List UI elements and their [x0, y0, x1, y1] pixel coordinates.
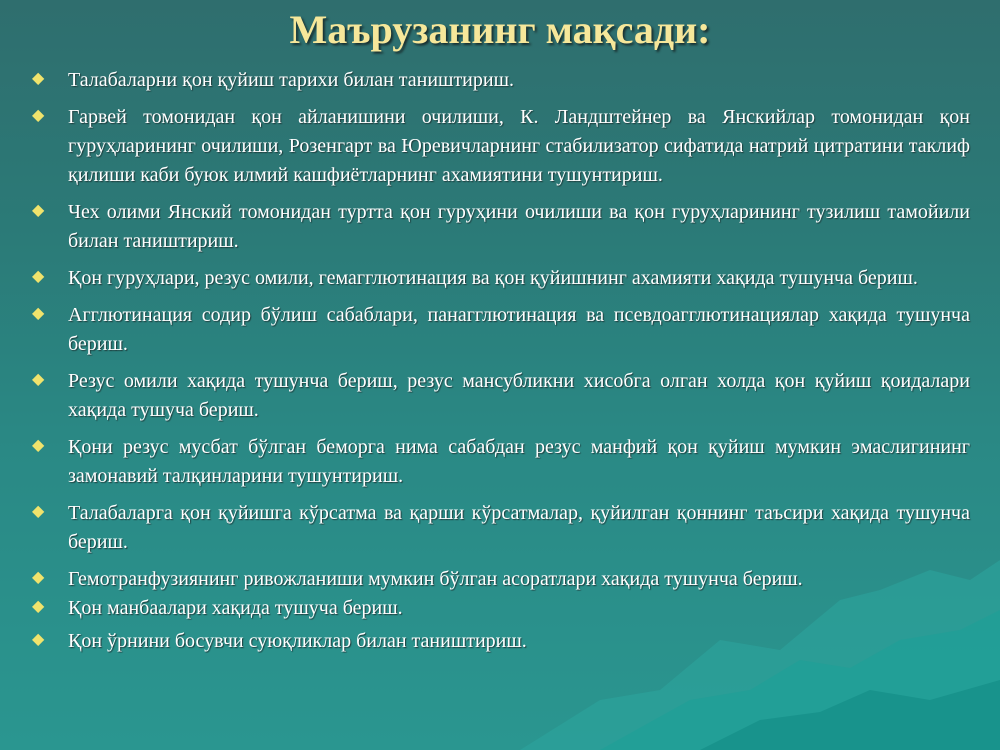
list-item-text: Қон манбаалари хақида тушуча бериш. [68, 597, 403, 619]
list-item-text: Гемотранфузиянинг ривожланиши мумкин бўлган асоратлари хақида тушунча бериш. [68, 568, 803, 590]
diamond-bullet-icon: ◆ [32, 303, 45, 322]
list-item-text: Қон гуруҳлари, резус омили, гемагглютинация ва қон қуйишнинг ахамияти хақида тушунча бериш. [68, 267, 918, 289]
list-item [30, 627, 970, 656]
list-item-text: Чех олими Янский томонидан туртта қон гуруҳини очилиши ва қон гуруҳларининг тузилиш тамойили билан таништириш. [68, 201, 970, 252]
diamond-bullet-icon: ◆ [32, 68, 45, 87]
list-item [30, 499, 970, 557]
list-item [30, 66, 970, 95]
list-item [30, 565, 970, 594]
list-item-text: Резус омили хақида тушунча бериш, резус мансубликни хисобга олган холда қон қуйиш қоидалари хақида тушуча бериш. [68, 370, 970, 421]
diamond-bullet-icon: ◆ [32, 369, 45, 388]
list-item [30, 264, 970, 293]
list-item [30, 301, 970, 359]
list-item-text: Қони резус мусбат бўлган беморга нима сабабдан резус манфий қон қуйиш мумкин эмаслигининг замонавий талқинларини тушунтириш. [68, 436, 970, 487]
diamond-bullet-icon: ◆ [32, 629, 45, 648]
list-item [30, 594, 970, 623]
diamond-bullet-icon: ◆ [32, 105, 45, 124]
bullet-list [30, 66, 970, 656]
list-item [30, 103, 970, 190]
diamond-bullet-icon: ◆ [32, 501, 45, 520]
list-item-text: Талабаларни қон қуйиш тарихи билан таништириш. [68, 69, 514, 91]
list-item-text: Қон ўрнини босувчи суюқликлар билан таништириш. [68, 630, 527, 652]
list-item [30, 433, 970, 491]
diamond-bullet-icon: ◆ [32, 200, 45, 219]
diamond-bullet-icon: ◆ [32, 435, 45, 454]
list-item [30, 198, 970, 256]
diamond-bullet-icon: ◆ [32, 567, 45, 586]
list-item-text: Талабаларга қон қуйишга кўрсатма ва қарши кўрсатмалар, қуйилган қоннинг таъсири хақида тушунча бериш. [68, 502, 970, 553]
slide-title: Маърузанинг мақсади: [289, 7, 711, 52]
diamond-bullet-icon: ◆ [32, 596, 45, 615]
list-item-text: Агглютинация содир бўлиш сабаблари, панагглютинация ва псевдоагглютинациялар хақида тушунча бериш. [68, 304, 970, 355]
diamond-bullet-icon: ◆ [32, 266, 45, 285]
list-item [30, 367, 970, 425]
list-item-text: Гарвей томонидан қон айланишини очилиши, К. Ландштейнер ва Янскийлар томонидан қон гуруҳларининг очилиши, Розенгарт ва Юревичларнинг стабилизатор сифатида натрий цитратини таклиф қилиши каби буюк илмий кашфиётларнинг ахамиятини тушунтириш. [68, 106, 970, 186]
